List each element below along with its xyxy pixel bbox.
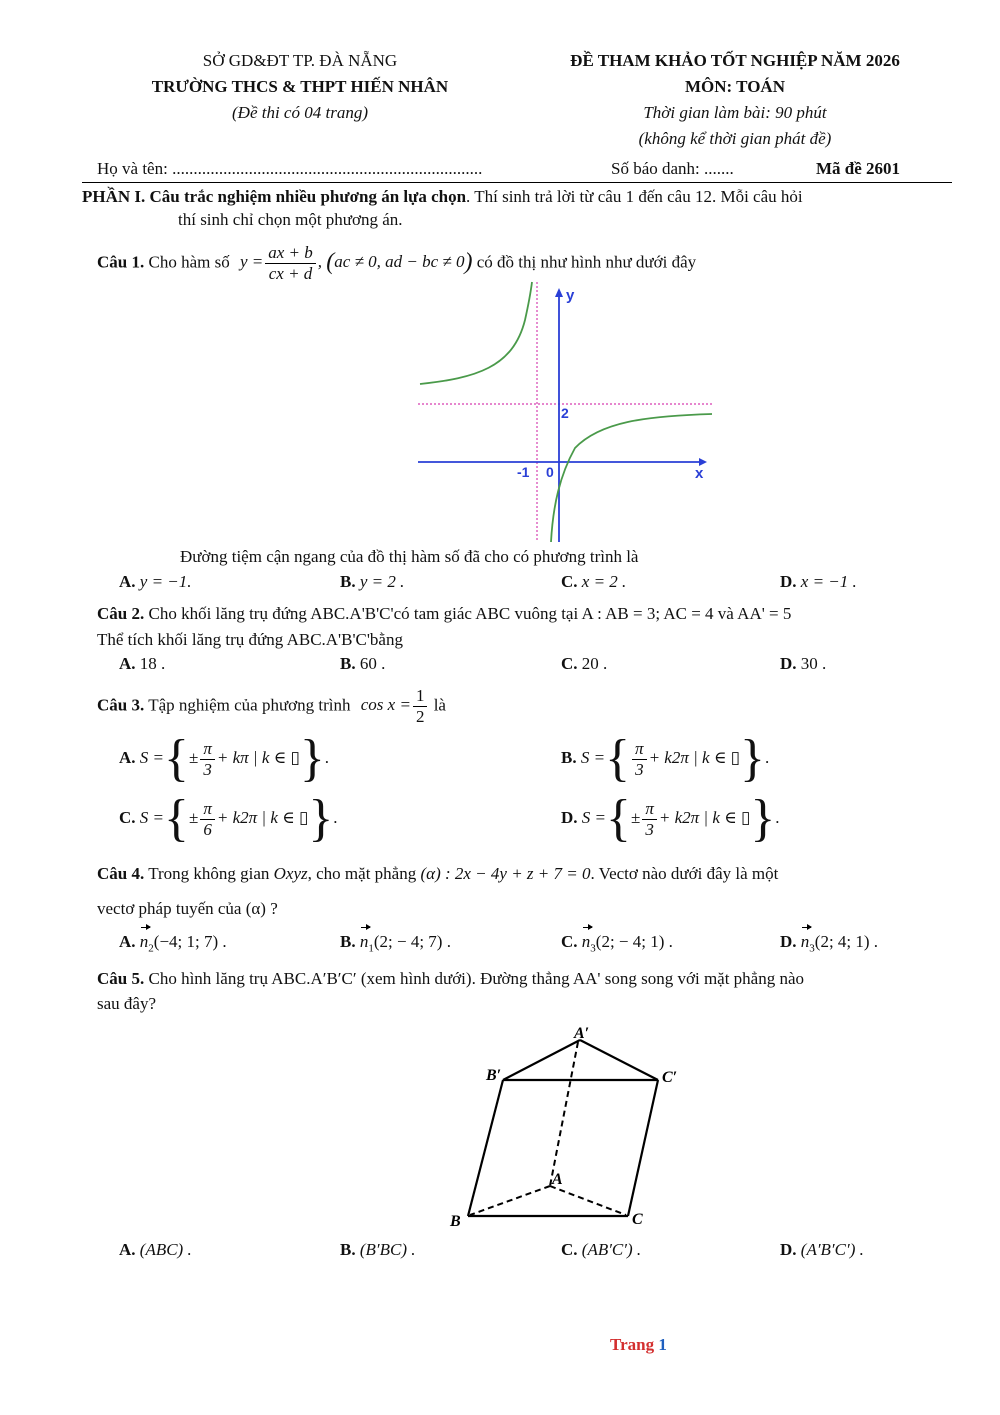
y-axis-arrow (555, 288, 563, 297)
q2-text1: Cho khối lăng trụ đứng ABC.A'B'C'có tam giác ABC vuông tại A : AB = 3; AC = 4 và AA' = 5 (148, 604, 792, 623)
q3-stem: Câu 3. Tập nghiệm của phương trình cos x = $\frac{1}{2}$ là (97, 686, 446, 726)
q4-text2: vectơ pháp tuyến của (α) ? (97, 899, 278, 918)
q3-option-a[interactable]: A. S ={± $\frac{\pi}{3}$ + kπ | k ∈ ▯}. (119, 730, 330, 787)
q4-option-c[interactable]: C. $n_3(2$; − 4; 1) . (561, 932, 673, 955)
q2-option-d[interactable]: D. 30 . (780, 654, 827, 673)
space-name: Oxyz (273, 864, 308, 883)
q4-option-a[interactable]: A. $n_2(-4$; 1; 7) . (119, 932, 227, 955)
part1-desc: . Thí sinh trả lời từ câu 1 đến câu 12. Mỗi câu hỏi (466, 187, 803, 206)
q1-option-a[interactable]: A. y = −1. (119, 572, 192, 591)
q1-text-post: có đồ thị như hình như dưới đây (476, 252, 697, 272)
q5-label: Câu 5. (97, 969, 145, 988)
vertex-B: B (450, 1213, 461, 1230)
vertex-A: A (552, 1171, 563, 1188)
origin-label: 0 (546, 464, 554, 480)
vertex-C1: C′ (662, 1069, 678, 1086)
q1-question: Đường tiệm cận ngang của đồ thị hàm số đã cho có phương trình là (180, 547, 639, 566)
q4-option-d[interactable]: D. $n_3(2$; 4; 1) . (780, 932, 879, 955)
prism-figure (440, 1018, 700, 1238)
part1-line (82, 185, 803, 209)
q4-option-b[interactable]: B. $n_1(2$; − 4; 7) . (340, 932, 451, 955)
q2-text2: Thể tích khối lăng trụ đứng ABC.A'B'C'bằng (97, 630, 403, 649)
exam-time-note: (không kể thời gian phát đề) (638, 129, 832, 148)
q3-label: Câu 3. (97, 695, 145, 715)
q4-stem: Câu 4. Trong không gian Oxyz, cho mặt phẳng (α) : 2x − 4y + z + 7 = 0. Vectơ nào dưới đây là một (97, 864, 779, 883)
q1-stem: Câu 1. Cho hàm số y = $\frac{ax + b}{cx + d}$ , (ac ≠ 0, ad − bc ≠ 0) có đồ thị như hình như dưới đây (97, 243, 697, 283)
name-field: Họ và tên: ......................................................................... (97, 159, 483, 178)
exam-title: ĐỀ THAM KHẢO TỐT NGHIỆP NĂM 2026 (570, 51, 900, 70)
q1-label: Câu 1. (97, 252, 145, 272)
q1-graph (415, 280, 715, 545)
q5-option-a[interactable]: A. (ABC) . (119, 1240, 192, 1259)
q1-option-b[interactable]: B. y = 2 . (340, 572, 405, 591)
dept-name: SỞ GD&ĐT TP. ĐÀ NẴNG (202, 51, 398, 70)
q3-option-d[interactable]: D. S ={± $\frac{\pi}{3}$ + k2π | k ∈ ▯}. (561, 790, 780, 847)
q2-option-a[interactable]: A. 18 . (119, 654, 166, 673)
curve-left-branch (420, 282, 532, 384)
part1-title: PHẦN I. Câu trắc nghiệm nhiều phương án lựa chọn (82, 187, 467, 206)
q3-option-b[interactable]: B. S ={ $\frac{\pi}{3}$ + k2π | k ∈ ▯}. (561, 730, 770, 787)
tick-label-2: 2 (561, 405, 569, 421)
q5-option-d[interactable]: D. (A′B′C′) . (780, 1240, 864, 1259)
pages-note: (Đề thi có 04 trang) (232, 103, 368, 122)
plane-equation: (α) : 2x − 4y + z + 7 = 0 (420, 864, 591, 883)
q5-option-b[interactable]: B. (B′BC) . (340, 1240, 416, 1259)
q1-option-d[interactable]: D. x = −1 . (780, 572, 857, 591)
sbd-field: Số báo danh: ....... (611, 159, 734, 178)
q2-option-b[interactable]: B. 60 . (340, 654, 386, 673)
part1-desc2: thí sinh chỉ chọn một phương án. (178, 210, 403, 229)
q2-label: Câu 2. (97, 604, 145, 623)
q1-option-c[interactable]: C. x = 2 . (561, 572, 627, 591)
exam-time: Thời gian làm bài: 90 phút (643, 103, 827, 122)
vertex-A1: A′ (574, 1025, 590, 1042)
q5-stem: Câu 5. Cho hình lăng trụ ABC.A′B′C′ (xem hình dưới). Đường thẳng AA' song song với mặt phẳng nào (97, 969, 805, 988)
q1-text-pre: Cho hàm số (148, 252, 230, 272)
subject: MÔN: TOÁN (685, 77, 785, 96)
curve-right-branch (551, 414, 712, 542)
exam-code: Mã đề 2601 (816, 159, 901, 178)
q3-text: Tập nghiệm của phương trình (148, 695, 351, 715)
y-axis-label: y (566, 287, 575, 304)
q2-stem (97, 602, 791, 626)
q5-text2: sau đây? (97, 994, 157, 1013)
q3-tail: là (433, 695, 446, 715)
header-rule (82, 182, 952, 183)
tick-label-minus1: -1 (517, 464, 530, 480)
q3-option-c[interactable]: C. S ={± $\frac{\pi}{6}$ + k2π | k ∈ ▯}. (119, 790, 338, 847)
vertex-B1: B′ (486, 1067, 502, 1084)
q2-option-c[interactable]: C. 20 . (561, 654, 608, 673)
page-number: Trang 1 (610, 1335, 667, 1354)
q5-option-c[interactable]: C. (AB′C′) . (561, 1240, 642, 1259)
q4-label: Câu 4. (97, 864, 145, 883)
vertex-C: C (632, 1211, 643, 1228)
school-name: TRƯỜNG THCS & THPT HIẾN NHÂN (151, 77, 449, 96)
x-axis-label: x (695, 465, 704, 482)
